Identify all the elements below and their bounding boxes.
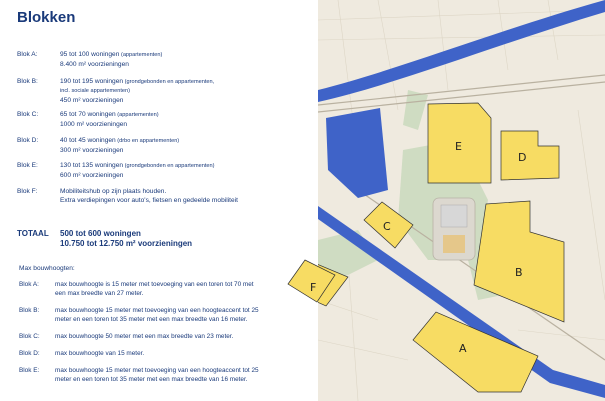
- max-height-line: max bouwhoogte is 15 meter met toevoeging van een toren tot 70 met: [55, 281, 254, 288]
- max-height-label: Blok C:: [19, 333, 40, 340]
- site-map-svg: [318, 0, 605, 401]
- block-label: Blok F:: [17, 188, 38, 195]
- max-height-line: max bouwhoogte 50 meter met een max breedte van 23 meter.: [55, 333, 234, 340]
- max-height-label: Blok B:: [19, 307, 40, 314]
- block-units: 95 tot 100 woningen: [60, 51, 120, 58]
- block-units-note: (drbo en appartementen): [115, 138, 180, 144]
- block-label: Blok A:: [17, 51, 38, 58]
- block-note: Mobiliteitshub op zijn plaats houden.: [60, 188, 167, 195]
- max-heights-title: Max bouwhoogten:: [19, 265, 75, 272]
- block-d-letter: D: [518, 151, 527, 164]
- block-units: 130 tot 135 woningen: [60, 162, 124, 169]
- stadium: [433, 198, 475, 260]
- block-note-2: Extra verdiepingen voor auto's, fietsen en gedeelde mobiliteit: [60, 197, 238, 205]
- total-label: TOTAAL: [17, 229, 49, 238]
- max-height-line: max bouwhoogte 15 meter met toevoeging van een hoogteaccent tot 25: [55, 367, 259, 374]
- max-height-label: Blok E:: [19, 367, 40, 374]
- block-units-note-2: incl. sociale appartementen): [60, 88, 130, 95]
- block-facilities: 450 m² voorzieningen: [60, 97, 124, 105]
- block-units-note: (grondgebonden en appartementen,: [123, 79, 215, 85]
- block-a-letter: A: [459, 342, 467, 355]
- total-facilities: 10.750 tot 12.750 m² voorzieningen: [60, 239, 193, 248]
- block-label: Blok C:: [17, 111, 39, 118]
- block-units: 40 tot 45 woningen: [60, 137, 116, 144]
- max-height-line: max bouwhoogte 15 meter met toevoeging van een hoogteaccent tot 25: [55, 307, 259, 314]
- block-e-letter: E: [455, 140, 462, 153]
- block-label: Blok B:: [17, 78, 38, 85]
- max-height-label: Blok D:: [19, 350, 40, 357]
- site-map: [318, 0, 605, 401]
- block-units-note: (appartementen): [119, 52, 163, 58]
- block-label: Blok E:: [17, 162, 38, 169]
- block-facilities: 8.400 m² voorzieningen: [60, 61, 129, 69]
- block-facilities: 300 m² voorzieningen: [60, 147, 124, 155]
- block-units-note: (grondgebonden en appartementen): [123, 163, 215, 169]
- max-height-line: meter en een toren tot 35 meter met een max breedte van 16 meter.: [55, 376, 248, 383]
- block-c-letter: C: [383, 220, 391, 233]
- total-units: 500 tot 600 woningen: [60, 229, 141, 238]
- block-units: 190 tot 195 woningen: [60, 78, 124, 85]
- max-height-label: Blok A:: [19, 281, 39, 288]
- max-height-line: een max breedte van 27 meter.: [55, 290, 144, 297]
- block-facilities: 1000 m² voorzieningen: [60, 121, 128, 129]
- block-b-letter: B: [515, 266, 523, 279]
- block-f-letter: F: [310, 281, 317, 294]
- block-facilities: 600 m² voorzieningen: [60, 172, 124, 180]
- max-height-line: meter en een toren tot 35 meter met een max breedte van 16 meter.: [55, 316, 248, 323]
- block-units-note: (appartementen): [115, 112, 159, 118]
- max-height-line: max bouwhoogte van 15 meter.: [55, 350, 145, 357]
- block-label: Blok D:: [17, 137, 39, 144]
- page-title: Blokken: [17, 9, 76, 26]
- block-units: 65 tot 70 woningen: [60, 111, 116, 118]
- block-f-overlay: [285, 258, 337, 308]
